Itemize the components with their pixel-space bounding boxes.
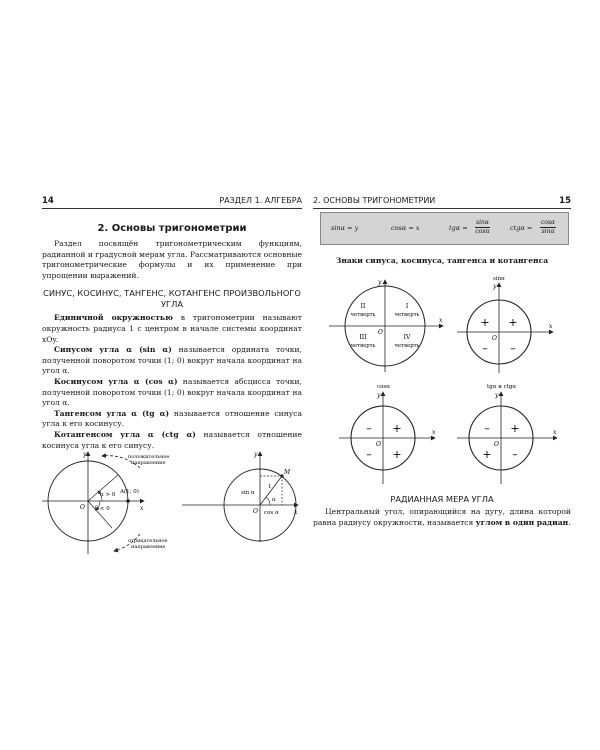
sin-q2-sign: +	[480, 316, 490, 329]
ctg-formula-lhs: ctgα =	[510, 224, 533, 232]
quadrant-iv-number: IV	[403, 334, 411, 341]
ctg-fraction: $\frac{\cos\alpha}{\sin\alpha}$	[541, 219, 556, 235]
definition-cosine: Косинусом угла α (cos α) называется абсцисса точки, полученной поворотом точки (1; 0) вокруг начала координат на угол α.	[42, 376, 302, 408]
y-label: y	[83, 451, 87, 458]
tg-fraction: $\frac{\sin\alpha}{\cos\alpha}$	[475, 219, 490, 235]
sin-signs-diagram	[449, 274, 557, 374]
formula-box	[320, 212, 569, 245]
svg-text:y: y	[493, 283, 497, 290]
svg-text:x: x	[439, 317, 443, 324]
svg-text:y: y	[495, 392, 499, 399]
left-page	[42, 196, 303, 550]
cos-q3-sign: –	[366, 448, 372, 461]
left-page-number: 14	[42, 196, 54, 206]
right-page	[313, 196, 571, 556]
quadrant-ii-number: II	[360, 303, 366, 310]
cos-q2-sign: –	[366, 422, 372, 435]
point-m-label: M	[284, 469, 291, 476]
tg-ctg-signs-diagram	[449, 382, 561, 486]
radian-section-title: РАДИАННАЯ МЕРА УГЛА	[390, 494, 494, 504]
beta-label: β < 0	[95, 506, 110, 512]
quadrant-iii-number: III	[359, 334, 367, 341]
svg-text:x: x	[549, 323, 553, 330]
svg-text:O: O	[494, 441, 499, 448]
tg-formula-lhs: tgα =	[449, 224, 468, 232]
quadrants-diagram	[323, 278, 449, 373]
alpha-label: α > 0	[100, 492, 116, 498]
definition-tangent: Тангенсом угла α (tg α) называется отношение синуса угла к его косинусу.	[42, 408, 302, 429]
sin-diagram-label: sinα	[493, 276, 505, 282]
tg-q3-sign: +	[482, 448, 492, 461]
section-title: СИНУС, КОСИНУС, ТАНГЕНС, КОТАНГЕНС ПРОИЗВОЛЬНОГО УГЛА	[43, 288, 301, 309]
right-running-head	[313, 196, 571, 209]
right-page-number: 15	[559, 196, 571, 206]
svg-text:x: x	[432, 429, 436, 436]
intro-paragraph: Раздел посвящён тригонометрическим функциям, радианной и градусной мерам угла. Рассматриваются основные тригонометрические формулы и их применение при упрощении выражений.	[42, 239, 303, 280]
svg-text:y: y	[378, 279, 382, 286]
alpha-label: α	[272, 497, 276, 503]
x-label: x	[140, 505, 144, 512]
tg-q4-sign: –	[512, 448, 518, 461]
point-a-label: A(1; 0)	[120, 489, 139, 495]
left-running-title: РАЗДЕЛ 1. АЛГЕБРА	[219, 196, 302, 205]
tg-q2-sign: –	[484, 422, 490, 435]
cos-q4-sign: +	[392, 448, 402, 461]
origin-label: O	[253, 508, 258, 515]
sin-label: sin α	[241, 490, 255, 496]
svg-text:y: y	[377, 392, 381, 399]
svg-text:четверть: четверть	[350, 312, 376, 318]
rotation-direction-figure	[40, 448, 170, 558]
definition-cotangent: Котангенсом угла α (ctg α) называется отношение косинуса угла к его синусу.	[42, 429, 302, 450]
svg-text:четверть: четверть	[350, 343, 376, 349]
definition-unit-circle: Единичной окружностью в тригонометрии называют окружность радиуса 1 с центром в начале системы координат xOy.	[42, 313, 302, 344]
sin-formula: sinα = y	[331, 224, 359, 232]
negative-direction-label: отрицательное	[128, 538, 168, 544]
svg-text:направление: направление	[131, 544, 166, 550]
cos-signs-diagram	[333, 382, 441, 486]
sin-cos-figure	[174, 450, 302, 545]
positive-direction-label: положительное	[128, 454, 170, 460]
svg-text:O: O	[492, 335, 497, 342]
y-label: y	[254, 451, 258, 458]
sin-q3-sign: –	[482, 342, 488, 355]
origin-label: O	[80, 504, 85, 511]
x-label: x	[294, 509, 298, 516]
right-running-title: 2. ОСНОВЫ ТРИГОНОМЕТРИИ	[313, 196, 436, 205]
svg-text:направление: направление	[131, 460, 166, 466]
sin-q4-sign: –	[510, 342, 516, 355]
chapter-title: 2. Основы тригонометрии	[97, 223, 247, 234]
svg-text:x: x	[553, 429, 557, 436]
sin-q1-sign: +	[508, 316, 518, 329]
svg-text:O: O	[378, 329, 383, 336]
cos-label: cos α	[264, 510, 279, 516]
point-a	[126, 499, 130, 503]
cos-diagram-label: cosα	[377, 384, 390, 390]
svg-text:четверть: четверть	[394, 343, 420, 349]
cos-formula: cosα = x	[391, 224, 420, 232]
tg-ctg-diagram-label: tgα и ctgα	[487, 384, 517, 390]
radius-label: 1	[268, 484, 272, 490]
quadrant-i-number: I	[405, 303, 409, 310]
svg-text:четверть: четверть	[394, 312, 420, 318]
svg-text:O: O	[376, 441, 381, 448]
definition-sine: Синусом угла α (sin α) называется ордината точки, полученной поворотом точки (1; 0) вокруг начала координат на угол α.	[42, 345, 302, 376]
signs-title: Знаки синуса, косинуса, тангенса и котангенса	[335, 256, 549, 265]
cos-q1-sign: +	[392, 422, 402, 435]
tg-q1-sign: +	[510, 422, 520, 435]
left-running-head	[42, 196, 302, 209]
radian-paragraph: Центральный угол, опирающийся на дугу, длина которой равна радиусу окружности, называется углом в один радиан.	[313, 507, 571, 527]
